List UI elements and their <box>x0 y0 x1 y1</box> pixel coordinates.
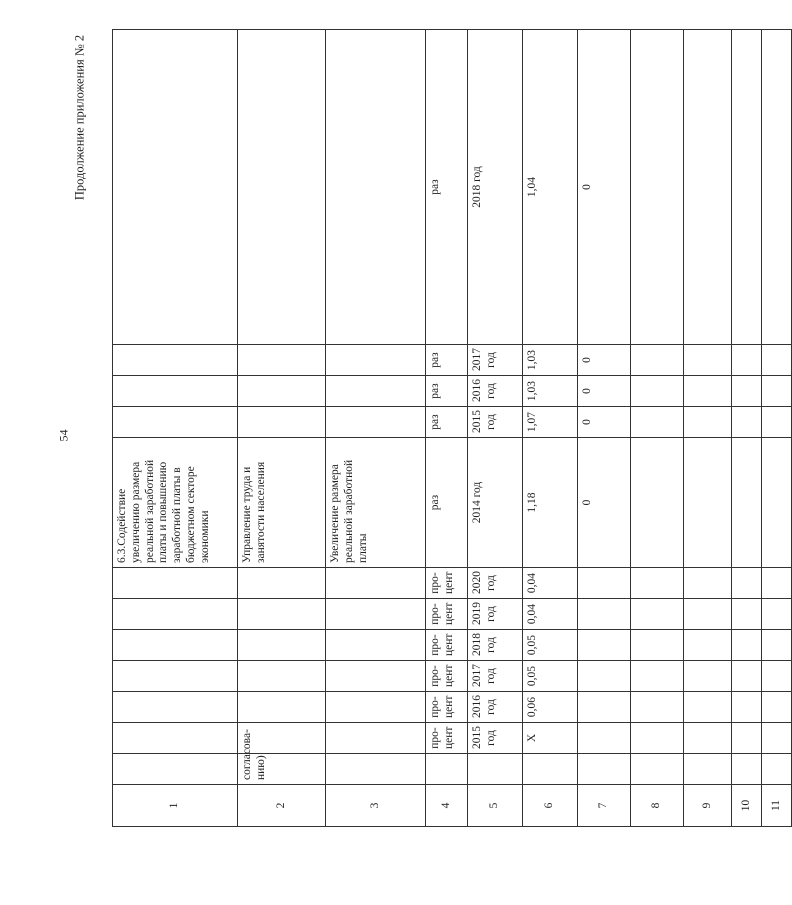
table-cell <box>684 723 732 754</box>
table-cell <box>238 599 326 630</box>
table-cell: 0 <box>578 407 631 438</box>
table-cell: 2017 год <box>468 661 523 692</box>
table-cell <box>578 692 631 723</box>
table-cell <box>326 599 426 630</box>
table-cell <box>113 407 238 438</box>
table-cell: 0 <box>578 345 631 376</box>
continuation-caption: Продолжение приложения № 2 <box>72 34 87 201</box>
table-cell <box>631 630 684 661</box>
table-cell <box>238 630 326 661</box>
table-cell: 0 <box>578 438 631 568</box>
column-number-cell: 7 <box>578 785 631 827</box>
table-cell <box>684 599 732 630</box>
table-cell: 6.3.Содействие увеличению размера реальной заработной платы и повышению заработной платы в бюджетном секторе экономики <box>113 438 238 568</box>
table-cell: 0,05 <box>523 661 578 692</box>
table-cell <box>238 568 326 599</box>
table-row <box>631 30 684 827</box>
column-number-cell: 4 <box>426 785 468 827</box>
table-cell: раз <box>426 376 468 407</box>
table-cell <box>631 30 684 345</box>
table-row <box>238 30 326 827</box>
column-number-cell: 2 <box>238 785 326 827</box>
table-cell <box>426 754 468 785</box>
table-cell <box>326 723 426 754</box>
table-cell <box>326 692 426 723</box>
table-cell <box>631 376 684 407</box>
table-cell: 0 <box>578 376 631 407</box>
table-cell <box>113 692 238 723</box>
table-cell: 2018 год <box>468 30 523 345</box>
table-cell <box>732 630 762 661</box>
table-cell <box>631 692 684 723</box>
table-cell <box>238 661 326 692</box>
table-cell <box>732 407 762 438</box>
table-cell <box>326 376 426 407</box>
table-cell <box>762 407 792 438</box>
table-cell <box>631 723 684 754</box>
table-cell: 0,04 <box>523 599 578 630</box>
table-cell <box>113 599 238 630</box>
data-table <box>112 29 792 827</box>
table-cell <box>326 407 426 438</box>
table-cell: согласова- нию) <box>238 754 326 785</box>
table-cell <box>326 345 426 376</box>
table-cell <box>762 599 792 630</box>
table-cell <box>578 661 631 692</box>
table-cell <box>762 376 792 407</box>
table-cell <box>684 568 732 599</box>
table-cell: 1,07 <box>523 407 578 438</box>
table-row <box>762 30 792 827</box>
table-cell: 1,04 <box>523 30 578 345</box>
table-cell <box>326 661 426 692</box>
table-row <box>113 30 238 827</box>
table-cell <box>762 754 792 785</box>
table-cell: 0,05 <box>523 630 578 661</box>
table-cell <box>732 30 762 345</box>
table-cell <box>113 568 238 599</box>
table-cell: раз <box>426 407 468 438</box>
table-cell: раз <box>426 30 468 345</box>
table-cell: 2020 год <box>468 568 523 599</box>
table-cell: 0 <box>578 30 631 345</box>
table-cell <box>113 754 238 785</box>
table-row <box>732 30 762 827</box>
table-cell <box>762 630 792 661</box>
table-cell <box>326 630 426 661</box>
table-cell <box>578 599 631 630</box>
table-row <box>426 30 468 827</box>
table-cell <box>762 438 792 568</box>
table-cell: про- цент <box>426 692 468 723</box>
table-cell <box>326 568 426 599</box>
table-cell <box>732 661 762 692</box>
table-cell: 1,03 <box>523 345 578 376</box>
table-cell <box>578 754 631 785</box>
table-cell <box>684 30 732 345</box>
table-cell: Увеличение размера реальной заработной платы <box>326 438 426 568</box>
table-body <box>113 30 792 827</box>
column-number-cell: 11 <box>762 785 792 827</box>
table-cell <box>684 630 732 661</box>
table-cell <box>684 438 732 568</box>
table-cell <box>732 692 762 723</box>
table-cell: про- цент <box>426 723 468 754</box>
table-cell <box>523 754 578 785</box>
table-cell <box>578 723 631 754</box>
table-cell: 2016 год <box>468 376 523 407</box>
table-cell: 2018 год <box>468 630 523 661</box>
table-cell: про- цент <box>426 568 468 599</box>
table-cell <box>684 661 732 692</box>
table-cell <box>113 723 238 754</box>
table-cell <box>631 407 684 438</box>
table-cell: 2016 год <box>468 692 523 723</box>
table-cell <box>684 376 732 407</box>
table-cell <box>238 407 326 438</box>
table-row <box>523 30 578 827</box>
table-cell: 2019 год <box>468 599 523 630</box>
table-cell <box>732 723 762 754</box>
table-row <box>468 30 523 827</box>
table-cell <box>631 568 684 599</box>
table-cell <box>732 599 762 630</box>
column-number-cell: 1 <box>113 785 238 827</box>
table-cell <box>732 376 762 407</box>
table-container <box>112 29 782 827</box>
table-cell <box>732 438 762 568</box>
table-cell <box>578 630 631 661</box>
table-cell: 2015 год <box>468 407 523 438</box>
table-cell <box>631 754 684 785</box>
rotated-table-frame <box>112 29 782 827</box>
table-cell <box>732 754 762 785</box>
table-cell <box>326 754 426 785</box>
table-cell: раз <box>426 438 468 568</box>
table-cell <box>762 568 792 599</box>
table-row <box>326 30 426 827</box>
table-cell <box>238 692 326 723</box>
table-cell <box>113 661 238 692</box>
table-cell <box>762 30 792 345</box>
column-number-cell: 10 <box>732 785 762 827</box>
table-cell: 2015 год <box>468 723 523 754</box>
table-cell <box>113 630 238 661</box>
table-cell <box>732 345 762 376</box>
table-cell <box>578 568 631 599</box>
table-row <box>684 30 732 827</box>
table-cell <box>732 568 762 599</box>
table-cell <box>684 754 732 785</box>
table-cell <box>113 345 238 376</box>
column-number-cell: 3 <box>326 785 426 827</box>
table-cell <box>762 345 792 376</box>
column-number-cell: 8 <box>631 785 684 827</box>
column-number-cell: 5 <box>468 785 523 827</box>
table-cell: 2014 год <box>468 438 523 568</box>
table-cell: 1,03 <box>523 376 578 407</box>
table-cell <box>684 407 732 438</box>
table-cell <box>326 30 426 345</box>
table-cell: 1,18 <box>523 438 578 568</box>
table-cell <box>684 692 732 723</box>
table-cell: 2017 год <box>468 345 523 376</box>
table-cell: 0,04 <box>523 568 578 599</box>
table-cell <box>631 661 684 692</box>
table-cell: 0,06 <box>523 692 578 723</box>
column-number-cell: 6 <box>523 785 578 827</box>
table-cell <box>631 599 684 630</box>
table-cell: про- цент <box>426 661 468 692</box>
table-cell <box>113 376 238 407</box>
table-cell: Управление труда и занятости населения <box>238 438 326 568</box>
table-row <box>578 30 631 827</box>
table-cell <box>468 754 523 785</box>
table-cell <box>684 345 732 376</box>
table-cell: про- цент <box>426 630 468 661</box>
table-cell <box>631 438 684 568</box>
table-cell: про- цент <box>426 599 468 630</box>
table-cell <box>113 30 238 345</box>
table-cell <box>762 692 792 723</box>
table-cell <box>238 345 326 376</box>
table-cell <box>762 723 792 754</box>
table-cell <box>762 661 792 692</box>
table-cell <box>238 376 326 407</box>
table-cell: X <box>523 723 578 754</box>
table-cell <box>238 30 326 345</box>
column-number-cell: 9 <box>684 785 732 827</box>
table-cell: раз <box>426 345 468 376</box>
page-number: 54 <box>56 429 71 442</box>
table-cell <box>631 345 684 376</box>
